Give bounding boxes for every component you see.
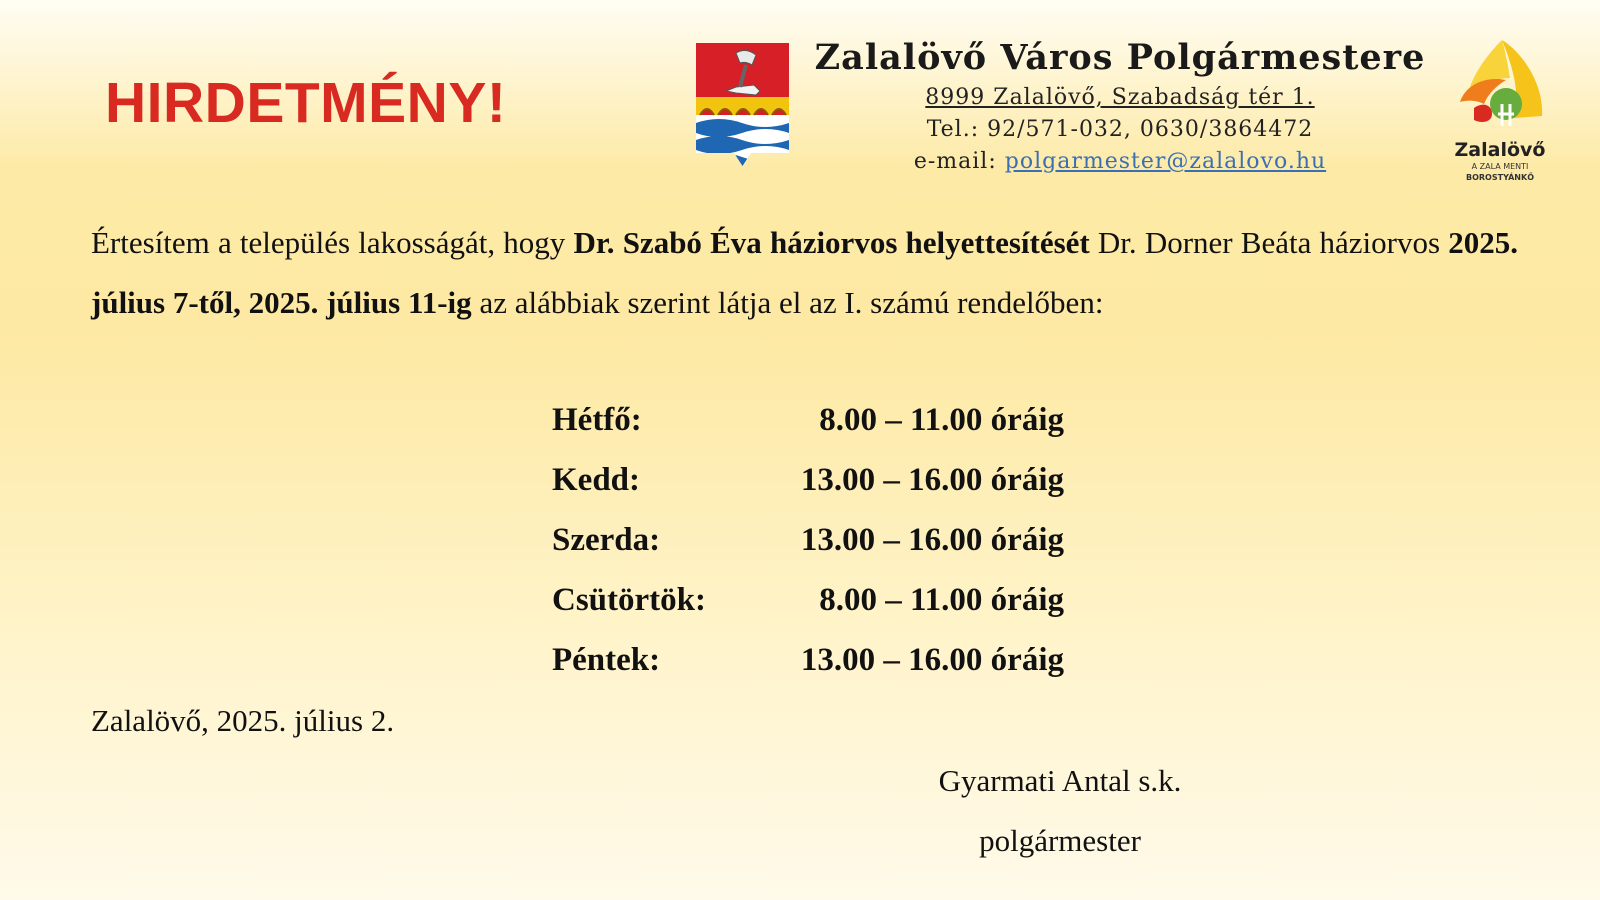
logo-wordmark: Zalalövő xyxy=(1454,139,1546,161)
substituted-doctor: Dr. Szabó Éva háziorvos helyettesítését xyxy=(573,225,1090,260)
amber-leaf-logo-icon xyxy=(1452,38,1548,130)
schedule-hours: 13.00 – 16.00 óráig xyxy=(800,462,1064,498)
logo-tagline-2: BOROSTYÁNKŐ xyxy=(1466,173,1534,182)
place-and-date: Zalalövő, 2025. július 2. xyxy=(91,703,395,738)
logo-tagline-1: A ZALA MENTI xyxy=(1471,162,1529,171)
town-brand-logo xyxy=(1452,38,1548,182)
schedule-row xyxy=(552,390,1064,450)
schedule-day: Péntek: xyxy=(552,642,661,678)
issuer-name: Zalalövő Város Polgármestere xyxy=(814,37,1426,78)
schedule-row xyxy=(552,570,1064,630)
notice-title: HIRDETMÉNY! xyxy=(105,71,507,135)
schedule-row xyxy=(552,450,1064,510)
schedule-row xyxy=(552,510,1064,570)
issuer-email-line xyxy=(800,146,1440,178)
schedule-hours: 13.00 – 16.00 óráig xyxy=(800,522,1064,558)
email-label: e-mail: xyxy=(913,149,1005,174)
office-hours-schedule xyxy=(552,390,1064,690)
body-text-1: Értesítem a település lakosságát, hogy xyxy=(91,225,574,260)
body-text-3: az alábbiak szerint látja el az I. számú rendelőben: xyxy=(471,285,1104,320)
schedule-hours: 8.00 – 11.00 óráig xyxy=(819,582,1064,618)
email-link[interactable]: polgarmester@zalalovo.hu xyxy=(1004,149,1327,174)
town-coat-of-arms-icon xyxy=(696,43,789,166)
schedule-row xyxy=(552,630,1064,690)
issuer-header xyxy=(800,34,1440,178)
schedule-day: Szerda: xyxy=(552,522,661,558)
notice-body xyxy=(91,213,1518,333)
schedule-day: Hétfő: xyxy=(552,402,642,438)
signer-name: Gyarmati Antal s.k. xyxy=(938,763,1182,798)
schedule-day: Kedd: xyxy=(552,462,641,498)
signer-title: polgármester xyxy=(979,823,1141,858)
signature-block xyxy=(870,751,1250,871)
issuer-phone: Tel.: 92/571-032, 0630/3864472 xyxy=(926,117,1314,142)
schedule-hours: 8.00 – 11.00 óráig xyxy=(819,402,1064,438)
schedule-hours: 13.00 – 16.00 óráig xyxy=(800,642,1064,678)
issuer-address: 8999 Zalalövő, Szabadság tér 1. xyxy=(925,85,1315,110)
substitution-period: 2025. július 7-től, 2025. július 11-ig xyxy=(91,225,1518,320)
body-text-2: Dr. Dorner Beáta háziorvos xyxy=(1089,225,1449,260)
schedule-day: Csütörtök: xyxy=(552,582,706,618)
